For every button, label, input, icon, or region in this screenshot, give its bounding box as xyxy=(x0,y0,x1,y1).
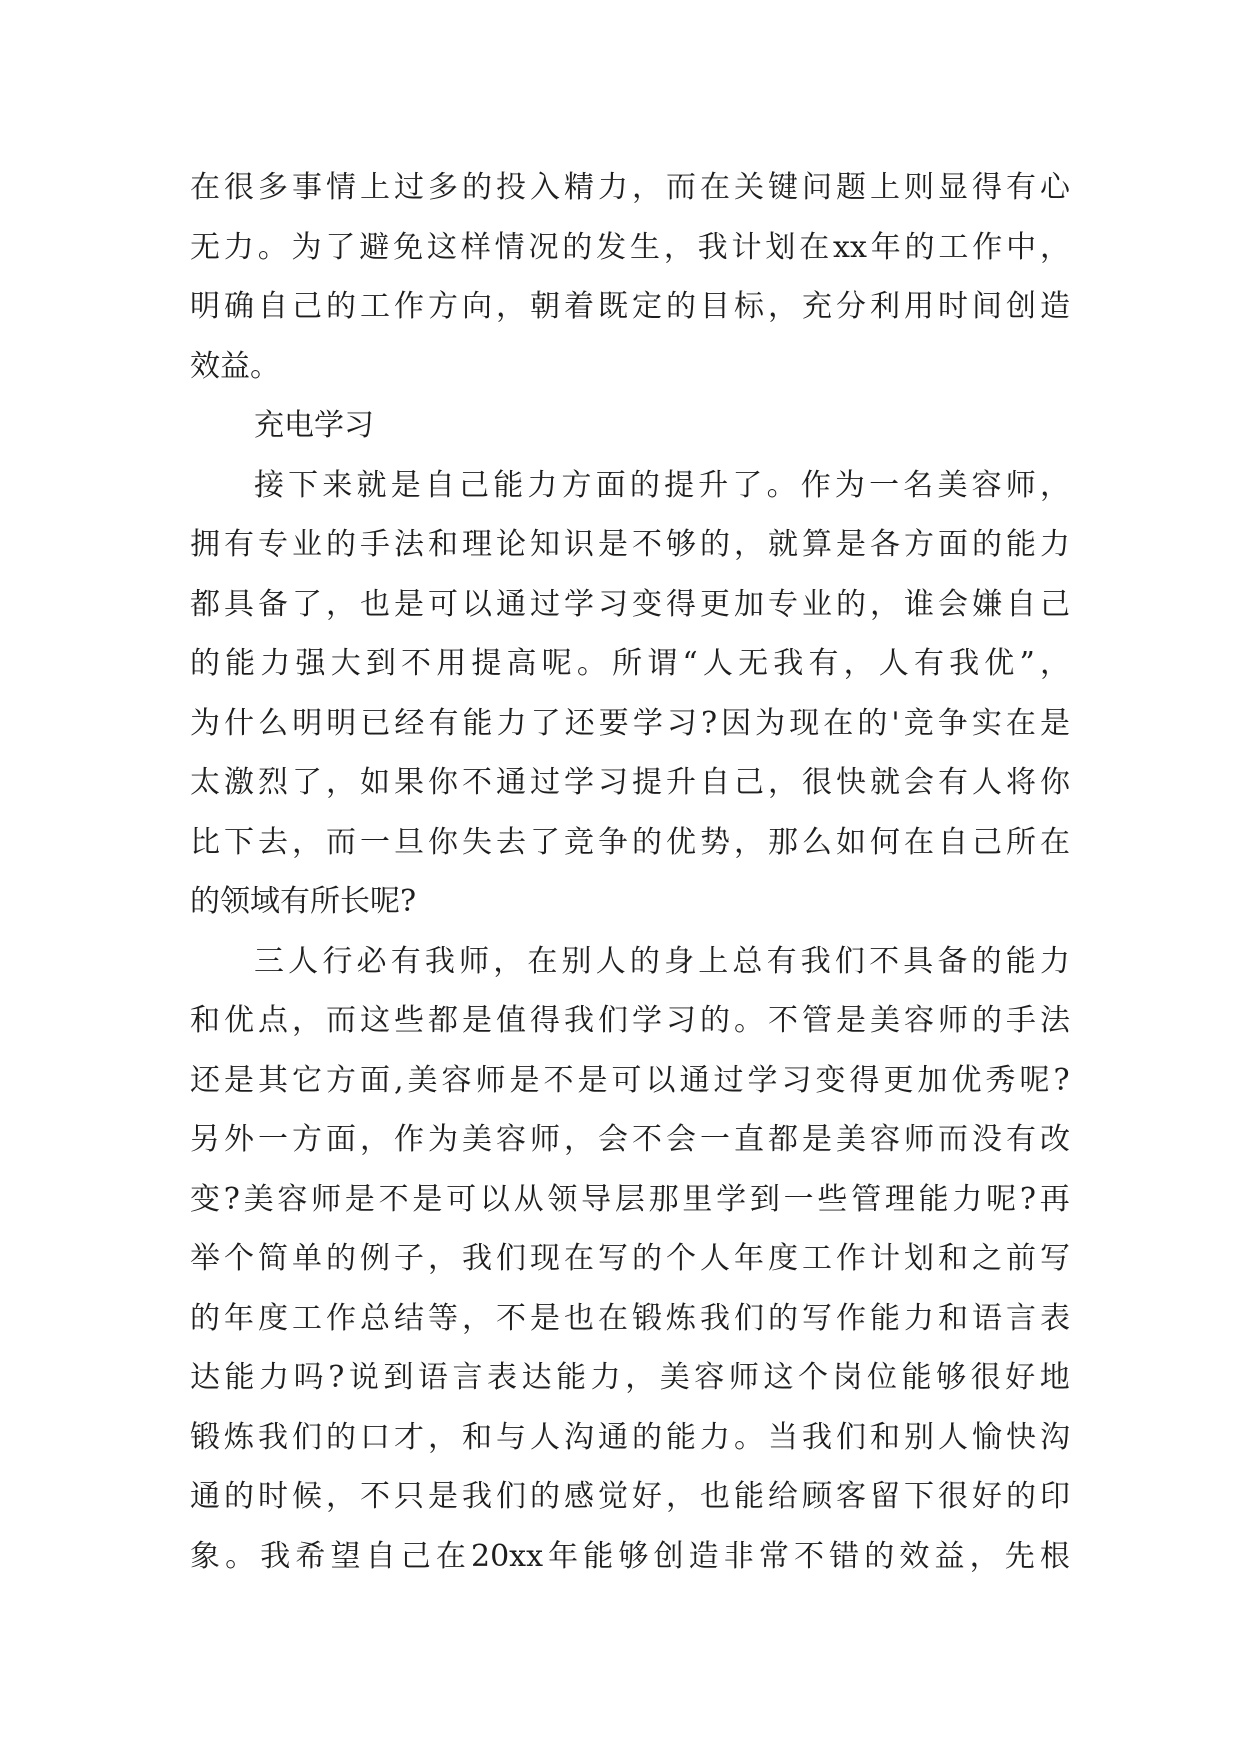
text-line: 锻 炼 我 们 的 口 才 ， 和 与 人 沟 通 的 能 力 。 当 我 们 和 别 人 愉 快 沟 xyxy=(190,1419,1070,1455)
text-line: 举 个 简 单 的 例 子 ， 我 们 现 在 写 的 个 人 年 度 工 作 计 划 和 之 前 写 xyxy=(190,1241,1070,1276)
text-line: 还 是 其 它 方 面 , 美 容 师 是 不 是 可 以 通 过 学 习 变 得 更 加 优 秀 呢 ? xyxy=(190,1062,1070,1098)
text-line: 效益。 xyxy=(190,348,280,384)
text-line: 比 下 去 ， 而 一 旦 你 失 去 了 竞 争 的 优 势 ， 那 么 如 何 在 自 己 所 在 xyxy=(190,824,1070,860)
text-line: 接 下 来 就 是 自 己 能 力 方 面 的 提 升 了 。 作 为 一 名 美 容 师 ， xyxy=(254,467,1070,503)
text-line: 为 什 么 明 明 已 经 有 能 力 了 还 要 学 习 ? 因 为 现 在 的 ' 竞 争 实 在 是 xyxy=(190,705,1070,741)
text-line: 太 激 烈 了 ， 如 果 你 不 通 过 学 习 提 升 自 己 ， 很 快 就 会 有 人 将 你 xyxy=(190,765,1070,800)
text-line: 另 外 一 方 面 ， 作 为 美 容 师 ， 会 不 会 一 直 都 是 美 容 师 而 没 有 改 xyxy=(190,1122,1070,1157)
text-line: 象 。 我 希 望 自 己 在 20xx 年 能 够 创 造 非 常 不 错 的 效 益 ， 先 根 xyxy=(190,1538,1070,1574)
text-line: 充电学习 xyxy=(254,408,374,443)
body-text xyxy=(190,158,1070,1586)
text-line: 在 很 多 事 情 上 过 多 的 投 入 精 力 ， 而 在 关 键 问 题 上 则 显 得 有 心 xyxy=(190,170,1070,205)
text-line: 明 确 自 己 的 工 作 方 向 ， 朝 着 既 定 的 目 标 ， 充 分 利 用 时 间 创 造 xyxy=(190,289,1070,324)
text-line: 三 人 行 必 有 我 师 ， 在 别 人 的 身 上 总 有 我 们 不 具 备 的 能 力 xyxy=(254,943,1070,979)
text-line: 的领域有所长呢? xyxy=(190,884,417,919)
text-line: 变 ? 美 容 师 是 不 是 可 以 从 领 导 层 那 里 学 到 一 些 管 理 能 力 呢 ? 再 xyxy=(190,1181,1070,1217)
text-line: 无 力 。 为 了 避 免 这 样 情 况 的 发 生 ， 我 计 划 在 xx 年 的 工 作 中 ， xyxy=(190,229,1070,265)
text-line: 达 能 力 吗 ? 说 到 语 言 表 达 能 力 ， 美 容 师 这 个 岗 位 能 够 很 好 地 xyxy=(190,1360,1070,1395)
text-line: 的 能 力 强 大 到 不 用 提 高 呢 。 所 谓 “ 人 无 我 有 ， 人 有 我 优 ” ， xyxy=(190,646,1070,681)
text-line: 和 优 点 ， 而 这 些 都 是 值 得 我 们 学 习 的 。 不 管 是 美 容 师 的 手 法 xyxy=(190,1003,1070,1038)
text-line: 拥 有 专 业 的 手 法 和 理 论 知 识 是 不 够 的 ， 就 算 是 各 方 面 的 能 力 xyxy=(190,527,1070,562)
text-line: 通 的 时 候 ， 不 只 是 我 们 的 感 觉 好 ， 也 能 给 顾 客 留 下 很 好 的 印 xyxy=(190,1479,1070,1514)
text-line: 都 具 备 了 ， 也 是 可 以 通 过 学 习 变 得 更 加 专 业 的 ， 谁 会 嫌 自 己 xyxy=(190,586,1070,622)
text-line: 的 年 度 工 作 总 结 等 ， 不 是 也 在 锻 炼 我 们 的 写 作 能 力 和 语 言 表 xyxy=(190,1300,1070,1336)
